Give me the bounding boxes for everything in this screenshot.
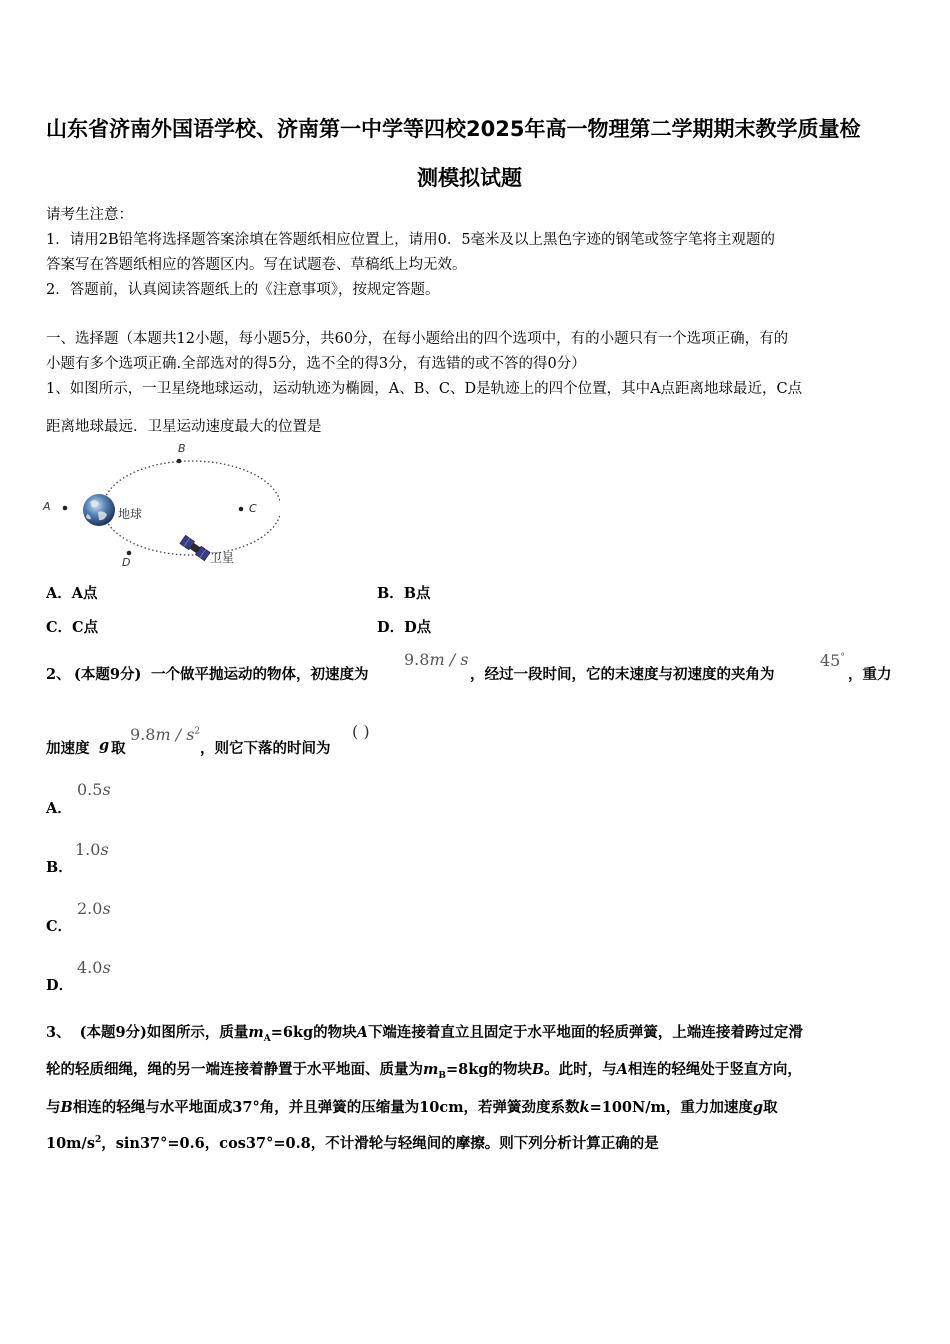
q2-option-a-letter[interactable]: A．	[46, 800, 72, 817]
q2-points: (本题9分)	[74, 666, 142, 683]
q2-option-c-num: 2.0	[77, 899, 103, 918]
q3-l2-A: A	[616, 1061, 628, 1078]
q2-option-a-value	[77, 780, 111, 799]
q2-g-symbol: g	[99, 737, 110, 754]
q2-text3: ，重力	[848, 666, 892, 683]
earth-icon	[83, 494, 115, 526]
notice-item1-line1: 1．请用2B铅笔将选择题答案涂填在答题纸相应位置上，请用0．5毫米及以上黑色字迹的钢笔或签字笔将主观题的	[46, 232, 776, 248]
q1-option-a[interactable]	[46, 582, 98, 603]
q3-l3-c: =100N/m，重力加速度	[589, 1099, 753, 1116]
q2-option-d-letter[interactable]: D．	[46, 977, 74, 994]
satellite-label: 卫星	[210, 551, 235, 565]
q3-mA-sub: A	[263, 1033, 271, 1044]
earth-label: 地球	[118, 507, 143, 521]
label-a: A	[43, 500, 51, 513]
q1-option-c[interactable]	[46, 616, 98, 637]
q2-option-a-num: 0.5	[77, 780, 103, 799]
q2-option-c-unit: s	[102, 899, 111, 918]
q2-g-unit-s: / s	[170, 725, 195, 744]
q2-option-d-num: 4.0	[77, 958, 103, 977]
section1-line2: 小题有多个选项正确.全部选对的得5分，选不全的得3分，有选错的或不答的得0分）	[46, 356, 586, 372]
q1-option-b[interactable]	[377, 582, 431, 603]
q2-option-a-unit: s	[102, 780, 111, 799]
label-b: B	[178, 442, 186, 455]
section1-line1: 一、选择题（本题共12小题，每小题5分，共60分，在每小题给出的四个选项中，有的小题只有一个选项正确，有的	[46, 331, 789, 347]
q3-l3-b: 相连的轻绳与水平地面成37°角，并且弹簧的压缩量为10cm，若弹簧劲度系数	[72, 1099, 580, 1116]
q3-l4-b: ，sin37°=0.6，cos37°=0.8，不计滑轮与轻绳间的摩擦。则下列分析计算正确的是	[101, 1135, 659, 1152]
q2-angle-num: 45	[820, 651, 841, 670]
q1-option-c-text: C点	[72, 619, 99, 636]
point-d	[127, 551, 132, 556]
q2-option-d-value	[77, 958, 111, 977]
q3-l3-g: g	[752, 1099, 764, 1116]
q2-angle-deg: °	[840, 652, 845, 663]
q2-g-num: 9.8	[130, 725, 156, 744]
q2-option-c-value	[77, 899, 111, 918]
q3-line1	[46, 1021, 803, 1044]
q1-line1: 1、如图所示，一卫星绕地球运动，运动轨迹为椭圆，A、B、C、D是轨迹上的四个位置，其中A点距离地球最近，C点	[46, 381, 803, 397]
q3-l2-a: 轮的轻质细绳，绳的另一端连接着静置于水平地面、质量为	[46, 1061, 423, 1078]
q2-line2-c: ，则它下落的时间为	[200, 740, 331, 757]
q1-option-a-text: A点	[71, 585, 98, 602]
q2-line2-a: 加速度	[46, 740, 90, 757]
q2-option-b-value	[75, 840, 109, 859]
q3-l2-B: B	[531, 1061, 545, 1078]
q3-line3	[46, 1096, 778, 1117]
page-title-line1: 山东省济南外国语学校、济南第一中学等四校2025年高一物理第二学期期末教学质量检	[46, 117, 861, 141]
q3-l2-c: 。此时，与	[544, 1061, 617, 1078]
q1-line2: 距离地球最远．卫星运动速度最大的位置是	[46, 419, 322, 435]
q1-option-d-letter: D．	[377, 619, 405, 636]
q2-v0-unit-m: m	[429, 650, 445, 669]
q2-v0-num: 9.8	[404, 650, 430, 669]
q3-l3-a: 与	[46, 1099, 61, 1116]
q2-v0-unit-s: / s	[444, 650, 469, 669]
q3-l1-a: 如图所示，质量	[146, 1024, 249, 1041]
q3-l3-k: k	[579, 1099, 590, 1116]
point-c	[239, 507, 244, 512]
q2-text2: ，经过一段时间，它的末速度与初速度的夹角为	[470, 666, 775, 683]
label-d: D	[122, 556, 131, 569]
q3-line4	[46, 1132, 659, 1153]
q3-l4-exp: 2	[94, 1135, 102, 1146]
q2-angle	[820, 651, 845, 670]
orbit-figure	[40, 438, 280, 578]
q1-option-b-text: B点	[403, 585, 431, 602]
q1-option-c-letter: C．	[46, 619, 73, 636]
q3-l3-B: B	[60, 1099, 73, 1116]
q3-l1-A: A	[356, 1024, 368, 1041]
q2-g-unit-m: m	[155, 725, 171, 744]
page-title-line2: 测模拟试题	[417, 166, 522, 190]
q3-mB: m	[423, 1061, 439, 1078]
q1-option-b-letter: B．	[377, 585, 404, 602]
q2-g-unit-exp: 2	[194, 726, 201, 737]
q2-line2-b: 取	[111, 740, 126, 757]
q3-l3-d: 取	[763, 1099, 778, 1116]
q2-option-b-num: 1.0	[75, 840, 101, 859]
label-c: C	[249, 502, 257, 515]
q3-mA: m	[248, 1024, 264, 1041]
point-a	[63, 506, 68, 511]
notice-item2: 2．答题前，认真阅读答题纸上的《注意事项》，按规定答题。	[46, 282, 440, 298]
q3-prefix: 3、	[46, 1024, 71, 1041]
notice-item1-line2: 答案写在答题纸相应的答题区内。写在试题卷、草稿纸上均无效。	[46, 257, 467, 273]
q2-option-c-letter[interactable]: C．	[46, 918, 73, 935]
q3-l2-b: =8kg的物块	[445, 1061, 532, 1078]
q3-points: (本题9分)	[79, 1024, 147, 1041]
q2-option-d-unit: s	[102, 958, 111, 977]
notice-heading: 请考生注意：	[46, 207, 133, 223]
q3-l1-b: =6kg的物块	[270, 1024, 357, 1041]
q3-l4-a: 10m/s	[46, 1135, 95, 1152]
q2-option-b-letter[interactable]: B．	[46, 859, 73, 876]
q2-g-value	[130, 725, 200, 744]
q3-mB-sub: B	[438, 1070, 446, 1081]
q1-option-d-text: D点	[404, 619, 432, 636]
q2-text1: 一个做平抛运动的物体，初速度为	[151, 666, 369, 683]
point-b	[177, 459, 182, 464]
q3-line2	[46, 1058, 802, 1081]
q1-option-d[interactable]	[377, 616, 431, 637]
q1-option-a-letter: A．	[46, 585, 72, 602]
q2-option-b-unit: s	[100, 840, 109, 859]
q2-prefix: 2、	[46, 666, 71, 683]
q3-l1-c: 下端连接着直立且固定于水平地面的轻质弹簧，上端连接着跨过定滑	[367, 1024, 803, 1041]
q2-answer-bracket: ( )	[352, 722, 370, 741]
q2-v0	[404, 650, 468, 669]
satellite-icon	[180, 535, 210, 560]
q3-l2-d: 相连的轻绳处于竖直方向，	[627, 1061, 802, 1078]
